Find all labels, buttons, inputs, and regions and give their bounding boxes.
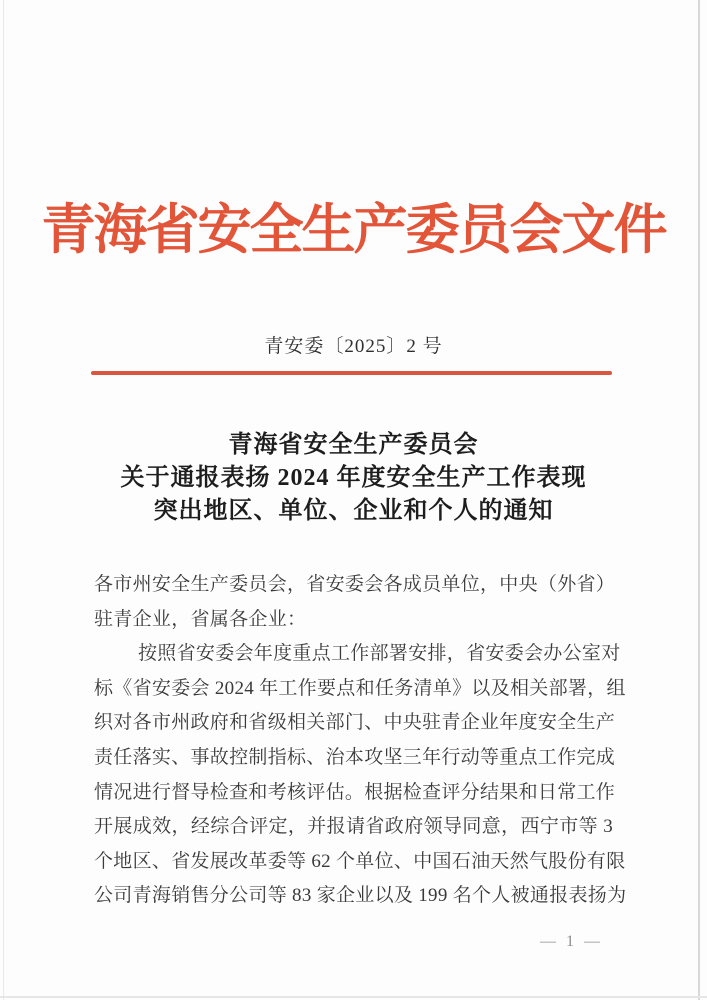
page-number: — 1 — bbox=[540, 933, 603, 950]
body-line: 开展成效，经综合评定，并报请省政府领导同意，西宁市等 3 bbox=[94, 816, 613, 838]
document-number: 青安委〔2025〕2 号 bbox=[264, 336, 443, 357]
body-line: 织对各市州政府和省级相关部门、中央驻青企业年度安全生产 bbox=[94, 712, 616, 734]
body-line-salutation: 驻青企业，省属各企业： bbox=[94, 608, 307, 630]
notice-body bbox=[94, 568, 627, 914]
notice-title bbox=[48, 429, 659, 528]
scan-edge-left bbox=[3, 0, 4, 1000]
notice-title-line: 青海省安全生产委员会 bbox=[228, 432, 479, 458]
body-line: 个地区、省发展改革委等 62 个单位、中国石油天然气股份有限 bbox=[94, 850, 626, 872]
letterhead-divider-rule bbox=[91, 371, 612, 375]
body-line-salutation: 各市州安全生产委员会，省安委会各成员单位，中央（外省） bbox=[94, 574, 616, 595]
body-line: 责任落实、事故控制指标、治本攻坚三年行动等重点工作完成 bbox=[94, 746, 616, 768]
body-line: 情况进行督导检查和考核评估。根据检查评分结果和日常工作 bbox=[94, 781, 616, 803]
body-line: 公司青海销售分公司等 83 家企业以及 199 名个人被通报表扬为 bbox=[94, 885, 627, 907]
scan-edge-right bbox=[698, 0, 700, 1000]
notice-title-line: 突出地区、单位、企业和个人的通知 bbox=[153, 498, 554, 524]
letterhead-org-title: 青海省安全生产委员会文件 bbox=[41, 200, 666, 260]
body-line: 标《省安委会 2024 年工作要点和任务清单》以及相关部署，组 bbox=[94, 677, 626, 699]
body-line-paragraph-start: 按照省安委会年度重点工作部署安排，省安委会办公室对 bbox=[138, 643, 621, 665]
scan-edge-bottom bbox=[0, 996, 707, 998]
notice-title-line: 关于通报表扬 2024 年度安全生产工作表现 bbox=[120, 465, 587, 491]
